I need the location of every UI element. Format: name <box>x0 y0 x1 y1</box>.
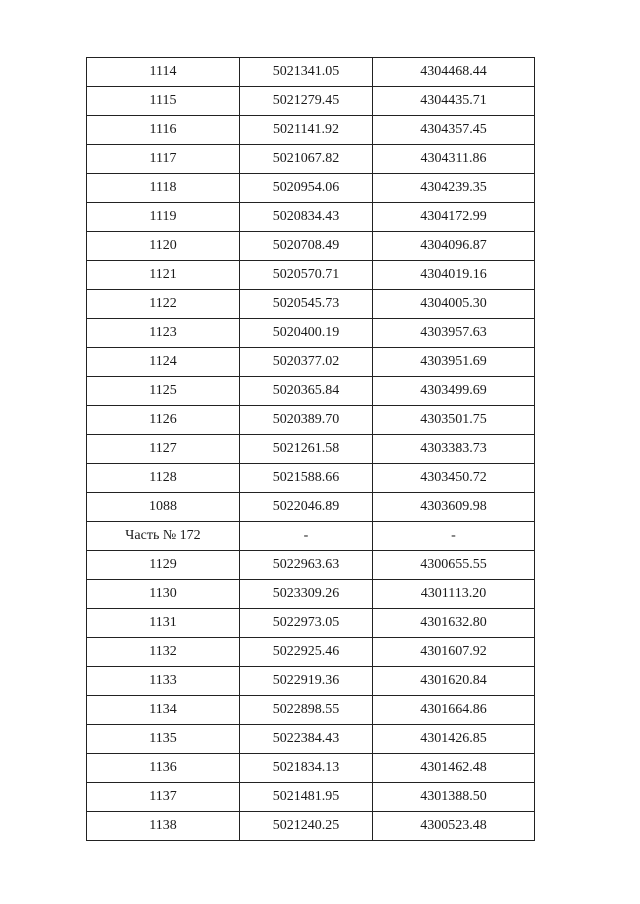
x-coordinate-cell: 5020365.84 <box>240 377 373 406</box>
point-number-cell: 1126 <box>87 406 240 435</box>
y-coordinate-cell: 4304357.45 <box>373 116 535 145</box>
point-number-cell: 1138 <box>87 812 240 841</box>
x-coordinate-cell: 5023309.26 <box>240 580 373 609</box>
y-coordinate-cell: 4304239.35 <box>373 174 535 203</box>
x-coordinate-cell: 5020545.73 <box>240 290 373 319</box>
point-number-cell: 1133 <box>87 667 240 696</box>
x-coordinate-cell: 5020954.06 <box>240 174 373 203</box>
table-row <box>87 290 535 319</box>
x-coordinate-cell: 5020377.02 <box>240 348 373 377</box>
y-coordinate-cell: 4300655.55 <box>373 551 535 580</box>
point-number-cell: 1088 <box>87 493 240 522</box>
x-coordinate-cell: 5021141.92 <box>240 116 373 145</box>
table-row <box>87 609 535 638</box>
y-coordinate-cell: 4303951.69 <box>373 348 535 377</box>
y-coordinate-cell: 4303499.69 <box>373 377 535 406</box>
y-coordinate-cell: 4301388.50 <box>373 783 535 812</box>
point-number-cell: Часть № 172 <box>87 522 240 551</box>
y-coordinate-cell: 4304096.87 <box>373 232 535 261</box>
y-coordinate-cell: 4301426.85 <box>373 725 535 754</box>
table-row <box>87 725 535 754</box>
y-coordinate-cell: 4300523.48 <box>373 812 535 841</box>
coordinates-table-body <box>87 58 535 841</box>
point-number-cell: 1131 <box>87 609 240 638</box>
point-number-cell: 1128 <box>87 464 240 493</box>
x-coordinate-cell: 5022919.36 <box>240 667 373 696</box>
y-coordinate-cell: 4303957.63 <box>373 319 535 348</box>
x-coordinate-cell: 5021588.66 <box>240 464 373 493</box>
x-coordinate-cell: 5021279.45 <box>240 87 373 116</box>
point-number-cell: 1120 <box>87 232 240 261</box>
point-number-cell: 1137 <box>87 783 240 812</box>
table-row <box>87 203 535 232</box>
y-coordinate-cell: 4304019.16 <box>373 261 535 290</box>
point-number-cell: 1116 <box>87 116 240 145</box>
y-coordinate-cell: 4301462.48 <box>373 754 535 783</box>
x-coordinate-cell: 5020400.19 <box>240 319 373 348</box>
table-row <box>87 667 535 696</box>
table-row <box>87 754 535 783</box>
y-coordinate-cell: 4301607.92 <box>373 638 535 667</box>
table-row <box>87 406 535 435</box>
x-coordinate-cell: 5020834.43 <box>240 203 373 232</box>
table-row <box>87 145 535 174</box>
x-coordinate-cell: 5022925.46 <box>240 638 373 667</box>
y-coordinate-cell: 4304435.71 <box>373 87 535 116</box>
y-coordinate-cell: 4304005.30 <box>373 290 535 319</box>
table-row <box>87 580 535 609</box>
table-row <box>87 464 535 493</box>
y-coordinate-cell: 4301632.80 <box>373 609 535 638</box>
x-coordinate-cell: 5022384.43 <box>240 725 373 754</box>
x-coordinate-cell: 5022046.89 <box>240 493 373 522</box>
x-coordinate-cell: 5021481.95 <box>240 783 373 812</box>
point-number-cell: 1118 <box>87 174 240 203</box>
x-coordinate-cell: 5020570.71 <box>240 261 373 290</box>
point-number-cell: 1136 <box>87 754 240 783</box>
y-coordinate-cell: 4303609.98 <box>373 493 535 522</box>
x-coordinate-cell: 5020708.49 <box>240 232 373 261</box>
x-coordinate-cell: 5022963.63 <box>240 551 373 580</box>
point-number-cell: 1134 <box>87 696 240 725</box>
coordinates-table <box>86 57 535 841</box>
x-coordinate-cell: 5022898.55 <box>240 696 373 725</box>
x-coordinate-cell: 5021240.25 <box>240 812 373 841</box>
point-number-cell: 1123 <box>87 319 240 348</box>
point-number-cell: 1125 <box>87 377 240 406</box>
x-coordinate-cell: - <box>240 522 373 551</box>
point-number-cell: 1119 <box>87 203 240 232</box>
table-row <box>87 232 535 261</box>
y-coordinate-cell: 4301664.86 <box>373 696 535 725</box>
table-row <box>87 493 535 522</box>
table-row <box>87 377 535 406</box>
x-coordinate-cell: 5021067.82 <box>240 145 373 174</box>
table-row <box>87 812 535 841</box>
point-number-cell: 1132 <box>87 638 240 667</box>
x-coordinate-cell: 5020389.70 <box>240 406 373 435</box>
point-number-cell: 1121 <box>87 261 240 290</box>
y-coordinate-cell: 4303501.75 <box>373 406 535 435</box>
point-number-cell: 1129 <box>87 551 240 580</box>
table-row <box>87 435 535 464</box>
y-coordinate-cell: 4301620.84 <box>373 667 535 696</box>
table-row <box>87 638 535 667</box>
table-row <box>87 58 535 87</box>
y-coordinate-cell: 4303450.72 <box>373 464 535 493</box>
point-number-cell: 1127 <box>87 435 240 464</box>
point-number-cell: 1122 <box>87 290 240 319</box>
x-coordinate-cell: 5021261.58 <box>240 435 373 464</box>
y-coordinate-cell: 4304172.99 <box>373 203 535 232</box>
x-coordinate-cell: 5021341.05 <box>240 58 373 87</box>
table-row <box>87 261 535 290</box>
table-row <box>87 783 535 812</box>
y-coordinate-cell: 4304311.86 <box>373 145 535 174</box>
y-coordinate-cell: 4301113.20 <box>373 580 535 609</box>
x-coordinate-cell: 5022973.05 <box>240 609 373 638</box>
point-number-cell: 1114 <box>87 58 240 87</box>
table-row <box>87 116 535 145</box>
table-row <box>87 696 535 725</box>
table-row <box>87 522 535 551</box>
table-row <box>87 348 535 377</box>
table-row <box>87 87 535 116</box>
table-row <box>87 551 535 580</box>
x-coordinate-cell: 5021834.13 <box>240 754 373 783</box>
point-number-cell: 1135 <box>87 725 240 754</box>
point-number-cell: 1117 <box>87 145 240 174</box>
point-number-cell: 1130 <box>87 580 240 609</box>
table-row <box>87 174 535 203</box>
point-number-cell: 1115 <box>87 87 240 116</box>
table-row <box>87 319 535 348</box>
point-number-cell: 1124 <box>87 348 240 377</box>
y-coordinate-cell: 4304468.44 <box>373 58 535 87</box>
y-coordinate-cell: - <box>373 522 535 551</box>
y-coordinate-cell: 4303383.73 <box>373 435 535 464</box>
